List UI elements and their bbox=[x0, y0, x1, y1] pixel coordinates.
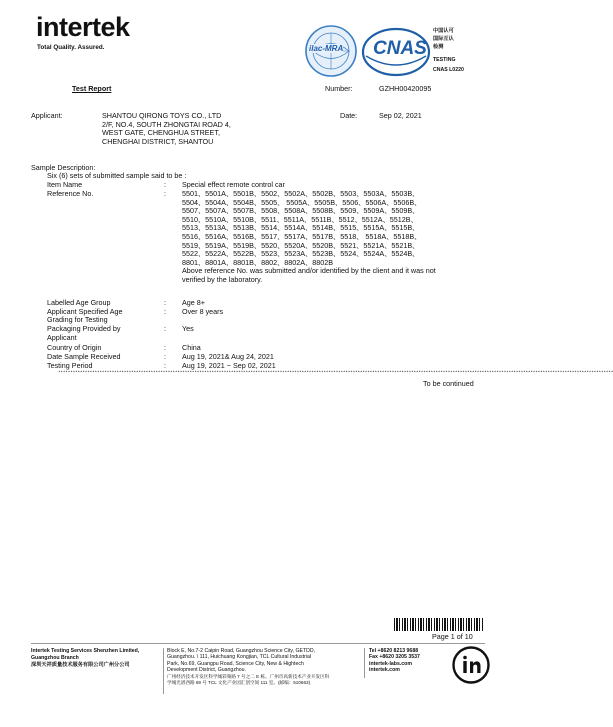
packaging-label: Packaging Provided by bbox=[47, 324, 121, 333]
applicant-label: Applicant: bbox=[31, 111, 63, 120]
footer-address bbox=[167, 648, 359, 686]
reference-line: 5507、5507A、5507B、5508、5508A、5508B、5509、5509A、5509B、 bbox=[182, 206, 420, 216]
address-line: Guangzhou. \ 111, Huichuang Kongjian, TCL Cultural Industrial bbox=[167, 654, 311, 661]
page-number: Page 1 of 10 bbox=[432, 632, 473, 641]
colon: : bbox=[164, 324, 166, 333]
colon: : bbox=[164, 180, 166, 189]
web-link[interactable]: intertek-labs.com bbox=[369, 660, 412, 667]
web-link[interactable]: intertek.com bbox=[369, 667, 400, 674]
to-be-continued: To be continued bbox=[423, 379, 474, 388]
date-value: Sep 02, 2021 bbox=[379, 111, 422, 120]
company-name: Intertek Testing Services Shenzhen Limited, bbox=[31, 648, 140, 654]
accreditation-number: CNAS L0220 bbox=[433, 67, 464, 73]
reference-line: 5504、5504A、5504B、5505、 5505A、5505B、5506、5506A、5506B、 bbox=[182, 197, 422, 207]
received-label: Date Sample Received bbox=[47, 352, 121, 361]
fax: Fax +8620 3205 3537 bbox=[369, 654, 420, 661]
applicant-age-label-2: Grading for Testing bbox=[47, 315, 108, 324]
address-line: Block E, No.7-2 Caipin Road, Guangzhou Science City, GETDD, bbox=[167, 648, 316, 654]
reference-label: Reference No. bbox=[47, 189, 94, 198]
colon: : bbox=[164, 352, 166, 361]
report-number-value: GZHH00420095 bbox=[379, 84, 432, 93]
company-branch: Guangzhou Branch bbox=[31, 655, 79, 661]
period-value: Aug 19, 2021 ~ Sep 02, 2021 bbox=[182, 361, 276, 370]
colon: : bbox=[164, 343, 166, 352]
labelled-age-label: Labelled Age Group bbox=[47, 298, 111, 307]
accreditation-cn-3: 检测 bbox=[433, 44, 444, 50]
date-label: Date: bbox=[340, 111, 358, 120]
colon: : bbox=[164, 189, 166, 198]
reference-note: Above reference No. was submitted and/or identified by the client and it was not bbox=[182, 266, 436, 276]
ilac-mra-logo: ilac-MRA bbox=[304, 24, 358, 78]
colon: : bbox=[164, 307, 166, 316]
applicant-age-label: Applicant Specified Age bbox=[47, 307, 123, 316]
item-name-value: Special effect remote control car bbox=[182, 180, 285, 189]
address-line: Park, No.69, Guangpu Road, Science City, New & Hightech bbox=[167, 660, 304, 667]
reference-line: 8801、8801A、8801B、8802、8802A、8802B bbox=[182, 257, 334, 267]
sample-intro: Six (6) sets of submitted sample said to be : bbox=[47, 171, 187, 180]
reference-line: 5522、5522A、5522B、5523、5523A、5523B、5524、5524A、5524B、 bbox=[182, 249, 420, 259]
reference-note: verified by the laboratory. bbox=[182, 274, 263, 284]
reference-line: 5510、5510A、5510B、5511、5511A、5511B、5512、5512A、5512B、 bbox=[182, 214, 418, 224]
footer-contact bbox=[369, 648, 420, 674]
footer-divider bbox=[31, 643, 485, 644]
country-value: China bbox=[182, 343, 201, 352]
report-title: Test Report bbox=[72, 84, 112, 93]
colon: : bbox=[164, 361, 166, 370]
labelled-age-value: Age 8+ bbox=[182, 298, 205, 307]
accreditation-cn-2: 国际互认 bbox=[433, 36, 454, 42]
packaging-value: Yes bbox=[182, 324, 194, 333]
asterisk-separator: ************************************************************************************************************************************************************************************************************************************ bbox=[58, 371, 613, 376]
applicant-age-value: Over 8 years bbox=[182, 307, 224, 316]
applicant-line: SHANTOU QIRONG TOYS CO., LTD bbox=[102, 111, 222, 120]
tel: Tel +8620 8213 9688 bbox=[369, 648, 419, 654]
footer-divider-vertical bbox=[364, 648, 365, 678]
address-line: Development District, Guangzhou. bbox=[167, 667, 247, 674]
intertek-logo: intertek bbox=[36, 12, 130, 42]
reference-list bbox=[182, 190, 482, 285]
intertek-emblem-icon bbox=[451, 645, 491, 685]
reference-line: 5501、5501A、5501B、5502、5502A、5502B、5503、5503A、5503B、 bbox=[182, 189, 420, 198]
footer-divider-vertical bbox=[163, 648, 164, 694]
packaging-label-2: Applicant bbox=[47, 333, 77, 342]
reference-line: 5513、5513A、5513B、5514、5514A、5514B、5515、5515A、5515B、 bbox=[182, 223, 420, 233]
company-name-cn: 深圳天祥质量技术服务有限公司广州分公司 bbox=[31, 662, 130, 668]
address-line-cn: 学城光谱西路 69 号 TCL 文化产业园汇创空间 111 室。(邮编：510663) bbox=[167, 680, 311, 686]
applicant-line: 2/F, NO.4, SOUTH ZHONGTAI ROAD 4, bbox=[102, 119, 231, 129]
reference-line: 5516、5516A、5516B、5517、5517A、5517B、5518、 5518A、5518B、 bbox=[182, 231, 422, 241]
accreditation-cn-1: 中国认可 bbox=[433, 28, 454, 34]
item-name-label: Item Name bbox=[47, 180, 83, 189]
barcode bbox=[394, 618, 484, 631]
accreditation-testing: TESTING bbox=[433, 57, 456, 63]
tagline: Total Quality. Assured. bbox=[37, 44, 105, 51]
applicant-address bbox=[102, 112, 231, 146]
received-value: Aug 19, 2021& Aug 24, 2021 bbox=[182, 352, 274, 361]
address-line-cn: 广州经济技术开发区科学城彩频路 7 号之二 E 栋。广州市高新技术产业开发区科 bbox=[167, 673, 330, 679]
country-label: Country of Origin bbox=[47, 343, 102, 352]
applicant-line: CHENGHAI DISTRICT, SHANTOU bbox=[102, 136, 214, 146]
sample-heading: Sample Description: bbox=[31, 163, 96, 172]
report-number-label: Number: bbox=[325, 84, 353, 93]
cnas-logo: CNAS bbox=[360, 26, 432, 78]
applicant-line: WEST GATE, CHENGHUA STREET, bbox=[102, 128, 220, 138]
colon: : bbox=[164, 298, 166, 307]
reference-line: 5519、5519A、5519B、5520、5520A、5520B、5521、5521A、5521B、 bbox=[182, 240, 420, 250]
period-label: Testing Period bbox=[47, 361, 93, 370]
